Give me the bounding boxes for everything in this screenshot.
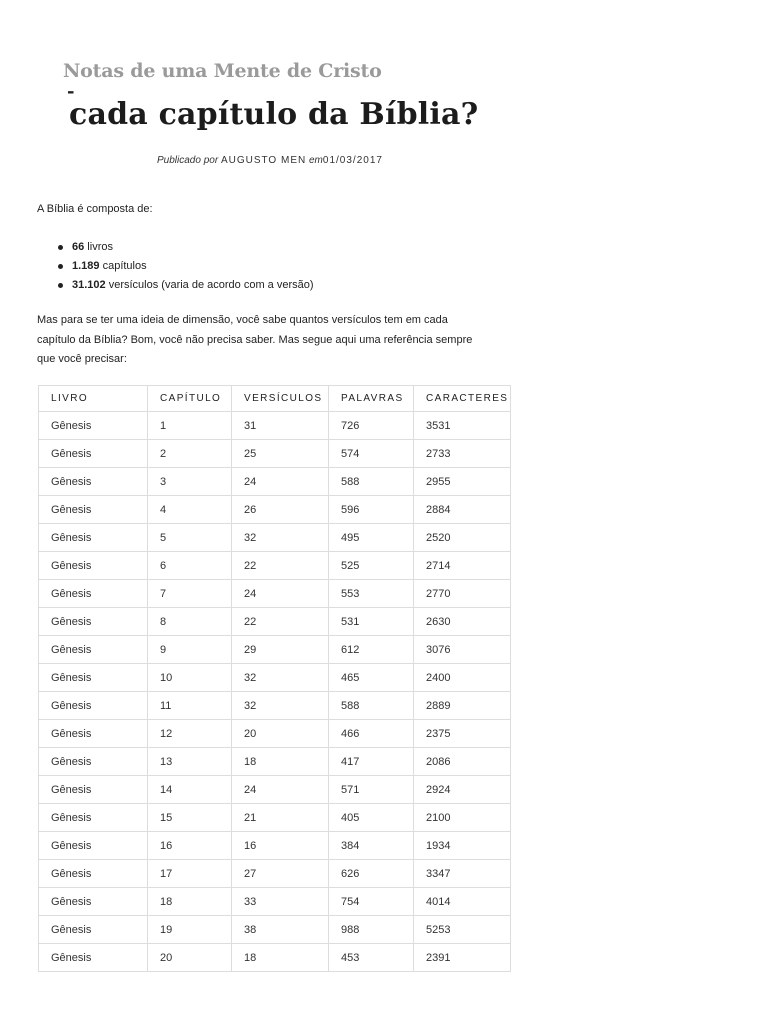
table-cell: 22	[232, 608, 329, 636]
table-cell: 626	[329, 860, 414, 888]
column-header-livro: LIVRO	[39, 386, 148, 412]
table-cell: 26	[232, 496, 329, 524]
table-cell: 3076	[414, 636, 511, 664]
stat-label: versículos (varia de acordo com a versão)	[105, 279, 314, 291]
table-cell: 20	[148, 944, 232, 972]
table-cell: 22	[232, 552, 329, 580]
table-cell: Gênesis	[39, 776, 148, 804]
table-cell: 465	[329, 664, 414, 692]
column-header-versiculos: VERSÍCULOS	[232, 386, 329, 412]
table-cell: 574	[329, 440, 414, 468]
table-cell: Gênesis	[39, 860, 148, 888]
table-cell: 553	[329, 580, 414, 608]
table-cell: 20	[232, 720, 329, 748]
table-cell: 2955	[414, 468, 511, 496]
table-cell: 525	[329, 552, 414, 580]
table-cell: 453	[329, 944, 414, 972]
table-cell: 2	[148, 440, 232, 468]
table-cell: 405	[329, 804, 414, 832]
table-cell: 2100	[414, 804, 511, 832]
table-cell: Gênesis	[39, 636, 148, 664]
table-cell: 2391	[414, 944, 511, 972]
table-cell: 754	[329, 888, 414, 916]
table-row	[39, 804, 511, 832]
table-cell: 2520	[414, 524, 511, 552]
table-cell: Gênesis	[39, 496, 148, 524]
byline-label: Publicado por	[157, 155, 219, 166]
table-cell: 10	[148, 664, 232, 692]
column-header-palavras: PALAVRAS	[329, 386, 414, 412]
table-row	[39, 468, 511, 496]
table-cell: 18	[148, 888, 232, 916]
table-cell: 13	[148, 748, 232, 776]
table-cell: 588	[329, 692, 414, 720]
table-cell: 2733	[414, 440, 511, 468]
table-cell: 38	[232, 916, 329, 944]
table-cell: 18	[232, 748, 329, 776]
table-cell: 6	[148, 552, 232, 580]
table-cell: Gênesis	[39, 552, 148, 580]
table-cell: Gênesis	[39, 608, 148, 636]
post-date[interactable]: 01/03/2017	[322, 155, 383, 166]
table-cell: 32	[232, 664, 329, 692]
table-row	[39, 608, 511, 636]
table-cell: 21	[232, 804, 329, 832]
table-row	[39, 748, 511, 776]
body-paragraph: Mas para se ter uma ideia de dimensão, você sabe quantos versículos tem em cada capítulo da Bíblia? Bom, você não precisa saber. Mas segue aqui uma referência sempre que você precisar:	[37, 314, 473, 365]
table-cell: 24	[232, 468, 329, 496]
table-cell: Gênesis	[39, 804, 148, 832]
table-cell: Gênesis	[39, 888, 148, 916]
table-cell: 29	[232, 636, 329, 664]
table-cell: Gênesis	[39, 944, 148, 972]
table-row	[39, 440, 511, 468]
table-cell: 16	[148, 832, 232, 860]
table-row	[39, 552, 511, 580]
stat-value: 31.102	[72, 279, 106, 291]
table-cell: 25	[232, 440, 329, 468]
table-cell: 4	[148, 496, 232, 524]
stats-item-chapters	[72, 257, 314, 276]
table-cell: Gênesis	[39, 748, 148, 776]
table-header-row	[39, 386, 511, 412]
table-cell: 2924	[414, 776, 511, 804]
table-cell: 612	[329, 636, 414, 664]
table-cell: 726	[329, 412, 414, 440]
table-row	[39, 496, 511, 524]
table-cell: 596	[329, 496, 414, 524]
table-cell: 2884	[414, 496, 511, 524]
table-row	[39, 888, 511, 916]
table-cell: Gênesis	[39, 468, 148, 496]
table-cell: 466	[329, 720, 414, 748]
table-cell: 3531	[414, 412, 511, 440]
table-body	[39, 412, 511, 972]
table-cell: 588	[329, 468, 414, 496]
table-cell: 32	[232, 692, 329, 720]
table-cell: 5253	[414, 916, 511, 944]
table-cell: Gênesis	[39, 412, 148, 440]
table-cell: 571	[329, 776, 414, 804]
table-cell: 24	[232, 776, 329, 804]
table-cell: 531	[329, 608, 414, 636]
table-cell: Gênesis	[39, 524, 148, 552]
table-cell: 2630	[414, 608, 511, 636]
column-header-capitulo: CAPÍTULO	[148, 386, 232, 412]
table-cell: 495	[329, 524, 414, 552]
table-row	[39, 524, 511, 552]
table-cell: 8	[148, 608, 232, 636]
table-cell: 17	[148, 860, 232, 888]
table-cell: 11	[148, 692, 232, 720]
table-row	[39, 412, 511, 440]
table-cell: 2714	[414, 552, 511, 580]
chapters-table	[38, 385, 511, 972]
table-cell: Gênesis	[39, 692, 148, 720]
table-cell: Gênesis	[39, 916, 148, 944]
table-cell: 417	[329, 748, 414, 776]
stats-item-verses	[72, 276, 314, 295]
site-title-link[interactable]: Notas de uma Mente de Cristo	[63, 60, 382, 82]
stat-label: capítulos	[99, 260, 147, 272]
table-cell: 31	[232, 412, 329, 440]
table-cell: 384	[329, 832, 414, 860]
table-row	[39, 664, 511, 692]
table-cell: 33	[232, 888, 329, 916]
table-cell: 7	[148, 580, 232, 608]
table-row	[39, 720, 511, 748]
table-cell: 15	[148, 804, 232, 832]
table-row	[39, 776, 511, 804]
stat-value: 1.189	[72, 260, 100, 272]
table-row	[39, 580, 511, 608]
table-cell: 2375	[414, 720, 511, 748]
table-cell: 9	[148, 636, 232, 664]
table-row	[39, 692, 511, 720]
table-cell: 27	[232, 860, 329, 888]
table-cell: 32	[232, 524, 329, 552]
table-cell: 3	[148, 468, 232, 496]
table-cell: 1934	[414, 832, 511, 860]
table-cell: 12	[148, 720, 232, 748]
table-row	[39, 944, 511, 972]
table-cell: Gênesis	[39, 664, 148, 692]
table-cell: 19	[148, 916, 232, 944]
table-cell: Gênesis	[39, 832, 148, 860]
post-byline	[157, 155, 383, 166]
table-cell: 2400	[414, 664, 511, 692]
table-cell: Gênesis	[39, 720, 148, 748]
stat-label: livros	[84, 241, 113, 253]
title-dash: -	[67, 81, 75, 102]
stats-list	[37, 238, 314, 295]
table-cell: 18	[232, 944, 329, 972]
table-row	[39, 916, 511, 944]
table-cell: 2889	[414, 692, 511, 720]
table-row	[39, 832, 511, 860]
table-cell: 2086	[414, 748, 511, 776]
table-cell: 16	[232, 832, 329, 860]
author-link[interactable]: AUGUSTO MEN	[220, 155, 307, 166]
table-cell: 988	[329, 916, 414, 944]
table-row	[39, 636, 511, 664]
table-cell: 3347	[414, 860, 511, 888]
stats-item-books	[72, 238, 314, 257]
table-cell: 1	[148, 412, 232, 440]
table-cell: Gênesis	[39, 580, 148, 608]
table-cell: 5	[148, 524, 232, 552]
table-cell: 4014	[414, 888, 511, 916]
intro-text: A Bíblia é composta de:	[37, 203, 153, 215]
table-cell: 2770	[414, 580, 511, 608]
table-cell: Gênesis	[39, 440, 148, 468]
date-label: em	[309, 155, 323, 166]
stat-value: 66	[72, 241, 85, 253]
table-cell: 14	[148, 776, 232, 804]
column-header-caracteres: CARACTERES	[414, 386, 511, 412]
page-title: cada capítulo da Bíblia?	[69, 97, 479, 132]
table-cell: 24	[232, 580, 329, 608]
table-row	[39, 860, 511, 888]
